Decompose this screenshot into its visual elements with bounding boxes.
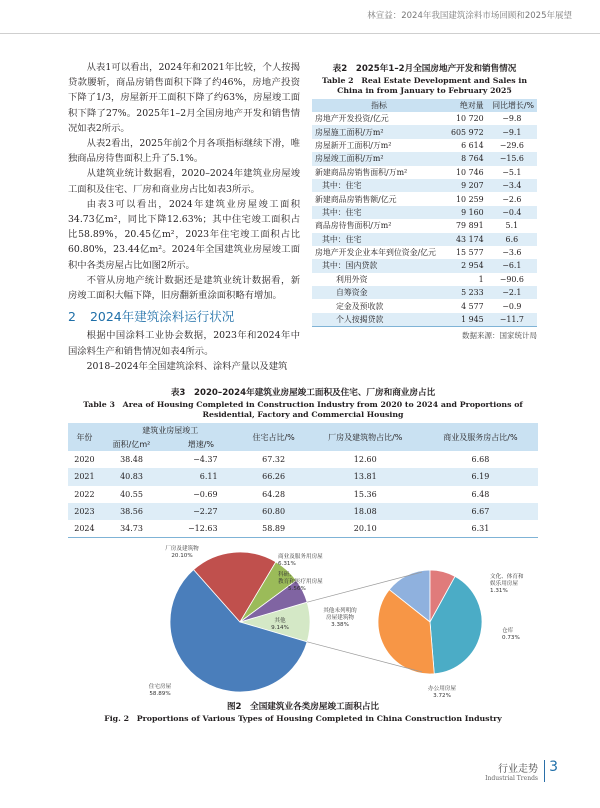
- table2-cell-value: 5 233: [446, 286, 487, 299]
- table3-cell-growth: −12.63: [162, 520, 239, 538]
- table3-cell-year: 2022: [74, 489, 95, 499]
- table2-cell-indicator: 房屋竣工面积/万m²: [312, 152, 446, 165]
- table2-row: [312, 313, 537, 327]
- table2-cell-indicator: 新建商品房销售额/亿元: [315, 194, 397, 204]
- table2-cell-indicator: 其中：国内贷款: [312, 259, 446, 272]
- table2-cell-value: 9 207: [446, 179, 487, 192]
- table3-cell-year: 2024: [68, 520, 101, 538]
- table3-cell-area: 34.73: [101, 520, 162, 538]
- table3-header-growth: 增速/%: [162, 437, 239, 451]
- table2-cell-growth: −3.6: [502, 248, 522, 258]
- table2-cell-growth: −15.6: [487, 152, 537, 165]
- table2-cell-value: 6 614: [461, 140, 484, 150]
- table2-cell-value: 1 945: [446, 313, 487, 327]
- table2-row: [312, 206, 537, 219]
- pie-slice-value: 58.89%: [149, 691, 171, 697]
- table2-caption-cn: 表2 2025年1–2月全国房地产开发和销售情况: [332, 64, 517, 74]
- sub-pie-slice-label: 办公用房屋: [428, 686, 456, 692]
- table3-cell-growth: −4.37: [193, 455, 218, 465]
- table2-cell-indicator: 房屋施工面积/万m²: [312, 125, 446, 138]
- table2-cell-value: 43 174: [446, 233, 487, 246]
- sub-pie-slice-value: 1.31%: [490, 588, 508, 594]
- figure2-chart: [130, 540, 530, 700]
- sub-pie-slice-label: 房屋建筑物: [326, 615, 354, 621]
- pie-of-pie-chart: [130, 540, 530, 700]
- table2-row: [312, 112, 537, 125]
- pie-slice-label: 商业及服务用房屋: [278, 554, 323, 560]
- table2-header-value: 绝对量: [446, 99, 487, 112]
- pie-slice-value: 9.14%: [271, 625, 289, 631]
- table2-cell-indicator: 商品房待售面积/万m²: [315, 221, 392, 231]
- table3-cell-growth: −0.69: [193, 489, 218, 499]
- table3-cell-commercial: 6.48: [471, 489, 490, 499]
- pie-slice-label: 住宅房屋: [148, 684, 172, 690]
- table2-row: [312, 259, 537, 272]
- table3-header-residential: 住宅占比/%: [240, 423, 308, 451]
- table2-cell-value: 10 720: [456, 114, 484, 124]
- table2-row: [312, 139, 537, 152]
- table2-cell-indicator: 其中：住宅: [312, 233, 446, 246]
- table3-cell-area: 38.48: [120, 455, 143, 465]
- table2-cell-growth: −0.9: [502, 301, 522, 311]
- table2-row: [312, 219, 537, 232]
- table2-cell-value: 9 160: [446, 206, 487, 219]
- pie-slice-label: 科研、: [278, 572, 295, 578]
- table2-cell-growth: −5.1: [502, 167, 522, 177]
- table2-cell-growth: 6.6: [487, 233, 537, 246]
- sub-pie-slice-value: 0.73%: [502, 635, 520, 641]
- table2-cell-growth: −90.6: [499, 274, 524, 284]
- table3-cell-residential: 60.80: [240, 503, 308, 520]
- figure2-caption-cn: 图2 全国建筑业各类房屋竣工面积占比: [226, 702, 380, 712]
- header-rule: [0, 33, 600, 34]
- table3-cell-area: 38.56: [101, 503, 162, 520]
- table2-cell-growth: −9.8: [502, 114, 522, 124]
- pie-slice-label: 其他: [274, 618, 286, 624]
- pie-slice-value: 6.31%: [278, 561, 296, 567]
- table3-cell-factory: 12.60: [353, 455, 377, 465]
- page-header: [0, 0, 600, 36]
- table3-cell-commercial: 6.31: [423, 520, 538, 538]
- table3-cell-factory: 13.81: [308, 468, 423, 485]
- pie-slice-value: 5.56%: [288, 586, 306, 592]
- table3-block: [68, 386, 538, 538]
- section-heading: [68, 309, 300, 324]
- pie-slice-label: 教育和医疗用房屋: [278, 579, 323, 585]
- table2-cell-value: 10 746: [456, 167, 484, 177]
- section-number: 2: [68, 309, 76, 325]
- sub-pie-slice-label: 仓库: [502, 628, 514, 634]
- table3-cell-area: 40.55: [120, 489, 143, 499]
- table2-row: [312, 179, 537, 192]
- table2-cell-growth: −6.1: [487, 259, 537, 272]
- table3-header-factory: 厂房及建筑物占比/%: [308, 423, 423, 451]
- footer-divider: [544, 760, 545, 782]
- table2-cell-growth: −9.1: [487, 125, 537, 138]
- table2-cell-growth: 5.1: [505, 221, 519, 231]
- table2-cell-value: 605 972: [446, 125, 487, 138]
- table2-cell-indicator: 其中：住宅: [312, 179, 446, 192]
- table3-cell-residential: 58.89: [240, 520, 308, 538]
- paragraph: 2018–2024年全国建筑涂料、涂料产量以及建筑: [86, 360, 288, 372]
- table2-caption-en: Table 2 Real Estate Development and Sales in China in from January to February 2025: [321, 76, 528, 95]
- table2-cell-value: 4 577: [461, 301, 484, 311]
- figure2-caption-en: Fig. 2 Proportions of Various Types of Housing Completed in China Construction Industry: [104, 714, 502, 723]
- table2: [312, 99, 537, 327]
- paragraph: 从表1可以看出，2024年和2021年比较，个人按揭贷款腰斩，商品房销售面积下降了约46%，房地产投资下降了1/3，房屋新开工面积下降了约63%，房屋竣工面积下降了27%。2025年1–2月全国房地产开发和销售情况如表2所示。: [68, 62, 300, 134]
- table3-cell-factory: 18.08: [308, 503, 423, 520]
- table2-header-growth: 同比增长/%: [487, 99, 537, 112]
- table2-cell-value: 15 577: [456, 248, 484, 258]
- body-column-left: [68, 60, 300, 374]
- paragraph: 从建筑业统计数据看，2020–2024年建筑业房屋竣工面积及住宅、厂房和商业房占比如表3所示。: [68, 168, 300, 195]
- table2-cell-indicator: 自筹资金: [312, 286, 446, 299]
- table2-cell-value: 8 764: [446, 152, 487, 165]
- table2-cell-growth: −3.4: [487, 179, 537, 192]
- table2-block: [312, 62, 537, 341]
- table2-row: [312, 125, 537, 138]
- sub-pie-slice-label: 文化、体育和: [490, 574, 524, 580]
- pie-slice-value: 20.10%: [171, 553, 193, 559]
- table2-row: [312, 286, 537, 299]
- table2-row: [312, 299, 537, 312]
- table3-row: [68, 503, 538, 520]
- table3-cell-year: 2023: [68, 503, 101, 520]
- table2-row: [312, 152, 537, 165]
- table3-caption-en: Table 3 Area of Housing Completed in Construction Industry from 2020 to 2024 and Proportions of Residential, Factory and Commercial Housing: [83, 400, 523, 419]
- table3-caption-cn: 表3 2020–2024年建筑业房屋竣工面积及住宅、厂房和商业房占比: [170, 388, 436, 398]
- footer-section-en: Industrial Trends: [485, 775, 538, 782]
- table3-cell-year: 2020: [74, 455, 95, 465]
- table2-cell-growth: −29.6: [499, 140, 524, 150]
- table2-cell-indicator: 房地产开发企业本年到位资金/亿元: [315, 248, 437, 258]
- table3-header-year: 年份: [68, 423, 101, 451]
- table2-cell-indicator: 新建商品房销售面积/万m²: [315, 167, 408, 177]
- table2-cell-indicator: 房地产开发投资/亿元: [315, 114, 389, 124]
- table2-cell-indicator: 定金及预收款: [336, 301, 384, 311]
- table3-cell-factory: 15.36: [353, 489, 377, 499]
- table3-cell-residential: 67.32: [262, 455, 286, 465]
- table2-cell-value: 1: [478, 274, 484, 284]
- table3-cell-growth: −2.27: [162, 503, 239, 520]
- figure2-caption: [68, 700, 538, 724]
- table2-row: [312, 192, 537, 205]
- paragraph: 不管从房地产统计数据还是建筑业统计数据看，新房竣工面积大幅下降，旧房翻新重涂面积略有增加。: [68, 274, 300, 302]
- table3: [68, 423, 538, 538]
- page-number: 3: [549, 759, 558, 775]
- table3-cell-residential: 66.26: [240, 468, 308, 485]
- table3-cell-factory: 20.10: [308, 520, 423, 538]
- table2-cell-growth: −11.7: [487, 313, 537, 327]
- table2-cell-indicator: 利用外资: [336, 274, 368, 284]
- table2-row: [312, 273, 537, 286]
- table3-cell-area: 40.83: [101, 468, 162, 485]
- paragraph: 从表2看出，2025年前2个月各项指标继续下滑，唯独商品房待售面积上升了5.1%。: [68, 138, 300, 165]
- table2-cell-value: 10 259: [456, 194, 484, 204]
- table2-cell-indicator: 房屋新开工面积/万m²: [315, 140, 392, 150]
- table2-cell-indicator: 个人按揭贷款: [312, 313, 446, 327]
- paragraph: 由表3可以看出，2024年建筑业房屋竣工面积34.73亿m²，同比下降12.63%；其中住宅竣工面积占比58.89%，20.45亿m²，2023年住宅竣工面积占比60.80%，23.44亿m²。2024年全国建筑业房屋竣工面积中各类房屋占比如图2所示。: [68, 198, 300, 271]
- sub-pie-slice-label: 娱乐用房屋: [490, 581, 518, 587]
- table3-row: [68, 486, 538, 503]
- table3-cell-residential: 64.28: [262, 489, 286, 499]
- section-title: 2024年建筑涂料运行状况: [89, 309, 235, 325]
- table3-header-group: 建筑业房屋竣工: [101, 423, 240, 437]
- table3-row: [68, 468, 538, 485]
- table3-cell-commercial: 6.67: [423, 503, 538, 520]
- paragraph: 根据中国涂料工业协会数据，2023年和2024年中国涂料生产和销售情况如表4所示。: [68, 330, 300, 357]
- table2-row: [312, 233, 537, 246]
- table3-header-area: 面积/亿m²: [101, 437, 162, 451]
- sub-pie-slice-label: 其他未列明的: [323, 608, 357, 614]
- sub-pie-slice-value: 3.38%: [331, 622, 349, 628]
- table2-source: 数据来源：国家统计局: [462, 331, 537, 341]
- table2-cell-value: 79 891: [456, 221, 484, 231]
- table3-header-commercial: 商业及服务房占比/%: [423, 423, 538, 451]
- table2-row: [312, 246, 537, 259]
- table2-cell-value: 2 954: [446, 259, 487, 272]
- table2-cell-indicator: 其中：住宅: [312, 206, 446, 219]
- table2-header-indicator: 指标: [312, 99, 446, 112]
- table2-cell-growth: −2.1: [487, 286, 537, 299]
- table3-cell-commercial: 6.19: [423, 468, 538, 485]
- table3-cell-commercial: 6.68: [471, 455, 490, 465]
- table2-row: [312, 166, 537, 179]
- running-title: 林宣益：2024年我国建筑涂料市场回顾和2025年展望: [367, 11, 572, 21]
- table3-row: [68, 520, 538, 538]
- table3-cell-year: 2021: [68, 468, 101, 485]
- table3-row: [68, 451, 538, 468]
- pie-slice-label: 厂房及建筑物: [165, 546, 199, 552]
- table3-cell-growth: 6.11: [162, 468, 239, 485]
- page-footer: [485, 760, 538, 782]
- footer-section-cn: 行业走势: [498, 764, 538, 775]
- sub-pie-slice-value: 3.72%: [433, 693, 451, 699]
- table2-cell-growth: −2.6: [502, 194, 522, 204]
- table2-cell-growth: −0.4: [487, 206, 537, 219]
